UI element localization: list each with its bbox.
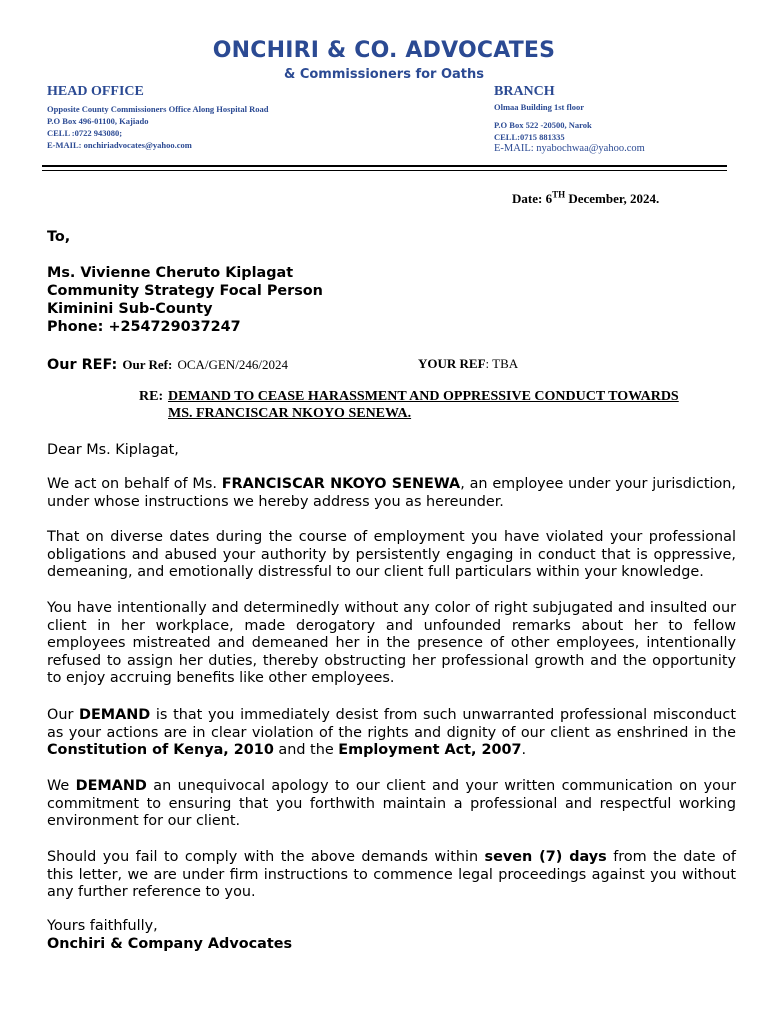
recipient-phone: Phone: +254729037247 <box>47 319 241 335</box>
head-office-email: E-MAIL: onchiriadvocates@yahoo.com <box>47 140 192 150</box>
your-ref <box>418 356 518 372</box>
letterhead-rule-bottom <box>42 170 727 171</box>
sign-off: Yours faithfully, <box>47 918 158 934</box>
paragraph-5 <box>47 778 736 831</box>
branch-block <box>494 84 734 155</box>
p5-text-c: an unequivocal apology to our client and your written communication on your commitment to ensuring that you forthwith maintain a professional and respectful working environment for our client. <box>47 778 736 829</box>
salutation: Dear Ms. Kiplagat, <box>47 442 179 458</box>
head-office-address: Opposite County Commissioners Office Along Hospital Road <box>47 104 269 114</box>
p5-text-a: We <box>47 778 76 794</box>
signatory-firm: Onchiri & Company Advocates <box>47 936 293 952</box>
p1-text-c: , an employee under your jurisdiction, under whose instructions we hereby address you as hereunder. <box>47 476 736 510</box>
firm-name: ONCHIRI & CO. ADVOCATES <box>212 38 556 63</box>
head-office-title: HEAD OFFICE <box>47 84 144 99</box>
p4-constitution: Constitution of Kenya, 2010 <box>47 742 274 758</box>
our-ref-value: OCA/GEN/246/2024 <box>177 357 288 372</box>
head-office-po-box: P.O Box 496-01100, Kajiado <box>47 116 149 126</box>
paragraph-4 <box>47 707 736 760</box>
branch-address: Olmaa Building 1st floor <box>494 102 584 112</box>
date-label: Date: 6 <box>512 191 553 206</box>
paragraph-1 <box>47 476 736 511</box>
subject-line-2: MS. FRANCISCAR NKOYO SENEWA. <box>168 406 412 421</box>
p4-text-a: Our <box>47 707 80 723</box>
p4-text-g: . <box>521 742 527 758</box>
head-office-cell: CELL :0722 943080; <box>47 128 123 138</box>
p4-text-c: is that you immediately desist from such unwarranted professional misconduct as your actions are in clear violation of the rights and dignity of our client as enshrined in the <box>47 707 736 741</box>
p4-employment-act: Employment Act, 2007 <box>338 742 522 758</box>
to-label: To, <box>47 229 71 245</box>
date-rest: December, 2024. <box>565 191 660 206</box>
paragraph-2: That on diverse dates during the course of employment you have violated your professional obligations and abused your authority by persistently engaging in conduct that is oppressive, demeaning, and emotionally distressful to our client full particulars within your knowledge. <box>47 529 736 580</box>
branch-po-box: P.O Box 522 -20500, Narok <box>494 120 592 130</box>
subject-prefix: RE: <box>139 389 164 404</box>
recipient-title: Community Strategy Focal Person <box>47 283 323 299</box>
branch-title: BRANCH <box>494 84 555 99</box>
p4-demand: DEMAND <box>79 707 151 723</box>
recipient-name: Ms. Vivienne Cheruto Kiplagat <box>47 265 294 281</box>
p6-text-a: Should you fail to comply with the above demands within <box>47 849 485 865</box>
p1-text-a: We act on behalf of Ms. <box>47 476 222 492</box>
p6-deadline: seven (7) days <box>484 849 607 865</box>
our-ref-label: Our REF: <box>47 357 118 373</box>
date-suffix: TH <box>552 189 566 200</box>
recipient-location: Kiminini Sub-County <box>47 301 213 317</box>
p6-text-c: from the date of this letter, we are under firm instructions to commence legal proceedings against you without any further reference to you. <box>47 849 736 900</box>
paragraph-6 <box>47 849 736 902</box>
your-ref-label: YOUR REF <box>418 356 486 371</box>
letterhead-rule-top <box>42 165 727 167</box>
p4-text-e: and the <box>273 742 339 758</box>
paragraph-3: You have intentionally and determinedly without any color of right subjugated and insulted our client in her workplace, made derogatory and unfounded remarks about her to fellow employees mistreated and demeaned her in the presence of other employees, intentionally refused to assign her duties, thereby obstructing her professional growth and the opportunity to enjoy accruing benefits like other employees. <box>47 600 736 686</box>
your-ref-value: : TBA <box>485 356 519 371</box>
firm-subtitle: & Commissioners for Oaths <box>283 67 485 82</box>
subject-line-1: DEMAND TO CEASE HARASSMENT AND OPPRESSIVE CONDUCT TOWARDS <box>168 389 679 404</box>
our-ref-label-2: Our Ref: <box>122 357 173 372</box>
branch-email: E-MAIL: nyabochwaa@yahoo.com <box>494 143 645 154</box>
client-name: FRANCISCAR NKOYO SENEWA <box>221 476 461 492</box>
branch-cell: CELL:0715 881335 <box>494 132 565 142</box>
p5-demand: DEMAND <box>75 778 147 794</box>
head-office-block <box>47 84 377 151</box>
our-ref <box>47 354 288 373</box>
letter-date <box>512 191 659 207</box>
